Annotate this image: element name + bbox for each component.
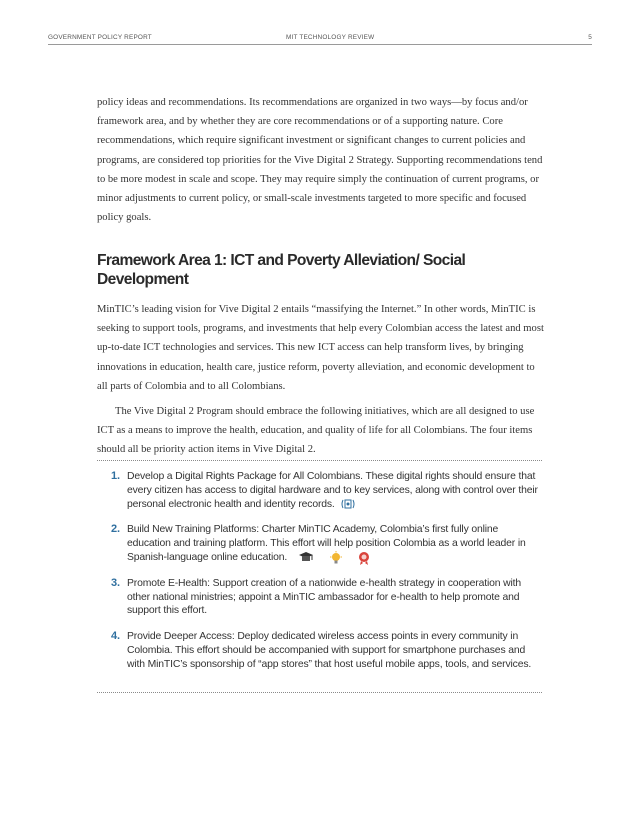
initiatives-text: The Vive Digital 2 Program should embrace the following initiatives, which are all designed to use ICT as a means to improve the health, education, and quality of life for all Colombians. The four items should all be priority action items in Vive Digital 2. bbox=[97, 406, 535, 456]
list-item bbox=[97, 630, 547, 671]
digital-rights-icon bbox=[341, 498, 353, 510]
list-bottom-divider bbox=[97, 692, 542, 693]
ribbon-badge-icon bbox=[357, 551, 371, 563]
item-text: Build New Training Platforms: Charter MinTIC Academy, Colombia’s first fully online education and training platform. This effort will help position Colombia as a world leader in Spanish-language online education. bbox=[127, 524, 526, 563]
priority-list bbox=[97, 470, 547, 684]
list-top-divider bbox=[97, 460, 542, 461]
initiatives-paragraph bbox=[97, 402, 547, 460]
header-publication: MIT TECHNOLOGY REVIEW bbox=[286, 34, 375, 41]
item-number: 3. bbox=[111, 576, 120, 589]
item-text: Develop a Digital Rights Package for All Colombians. These digital rights should ensure that every citizen has access to digital hardware and to key services, along with control over their personal electronic health and identity records. bbox=[127, 471, 538, 510]
item-number: 2. bbox=[111, 523, 120, 536]
vision-text: MinTIC’s leading vision for Vive Digital 2 entails “massifying the Internet.” In other words, MinTIC is seeking to support tools, programs, and investments that help every Colombian access the latest and most up-to-date ICT technologies and services. This new ICT access can help transform lives, by bringing innovations in education, health care, justice reform, poverty alleviation, and economic development to all parts of Colombia and to all Colombians. bbox=[97, 304, 544, 392]
item-number: 4. bbox=[111, 630, 120, 643]
page-number: 5 bbox=[588, 34, 592, 41]
vision-paragraph bbox=[97, 300, 547, 396]
list-item bbox=[97, 577, 547, 618]
list-item bbox=[97, 523, 547, 564]
section-title: Framework Area 1: ICT and Poverty Alleviation/ Social Development bbox=[97, 252, 466, 288]
page-header bbox=[0, 0, 638, 48]
academy-cap-icon bbox=[298, 551, 314, 563]
item-text: Promote E-Health: Support creation of a nationwide e-health strategy in cooperation with other national ministries; appoint a MinTIC ambassador for e-health to help promote and support this effort. bbox=[127, 577, 521, 617]
item-text: Provide Deeper Access: Deploy dedicated wireless access points in every community in Colombia. This effort should be accompanied with support for smartphone purchases and with MinTIC’s sponsorship of “app stores” that host useful mobile apps, tools, and services. bbox=[127, 631, 532, 670]
intro-text: policy ideas and recommendations. Its recommendations are organized in two ways—by focus and/or framework area, and by whether they are core recommendations or of a supporting nature. Core recommendations, which require significant investment or significant changes to current policies and programs, are considered top priorities for the Vive Digital 2 Strategy. Supporting recommendations tend to be more modest in scale and scope. They may require simply the continuation of current programs, or minor adjustments to current policy, or small-scale investments targeted to more specific and focused policy goals. bbox=[97, 97, 543, 224]
lightbulb-icon bbox=[329, 551, 343, 563]
header-rule bbox=[48, 44, 592, 45]
list-item bbox=[97, 470, 547, 511]
item-number: 1. bbox=[111, 470, 120, 482]
intro-paragraph bbox=[97, 93, 547, 227]
header-report-type: GOVERNMENT POLICY REPORT bbox=[48, 34, 152, 41]
